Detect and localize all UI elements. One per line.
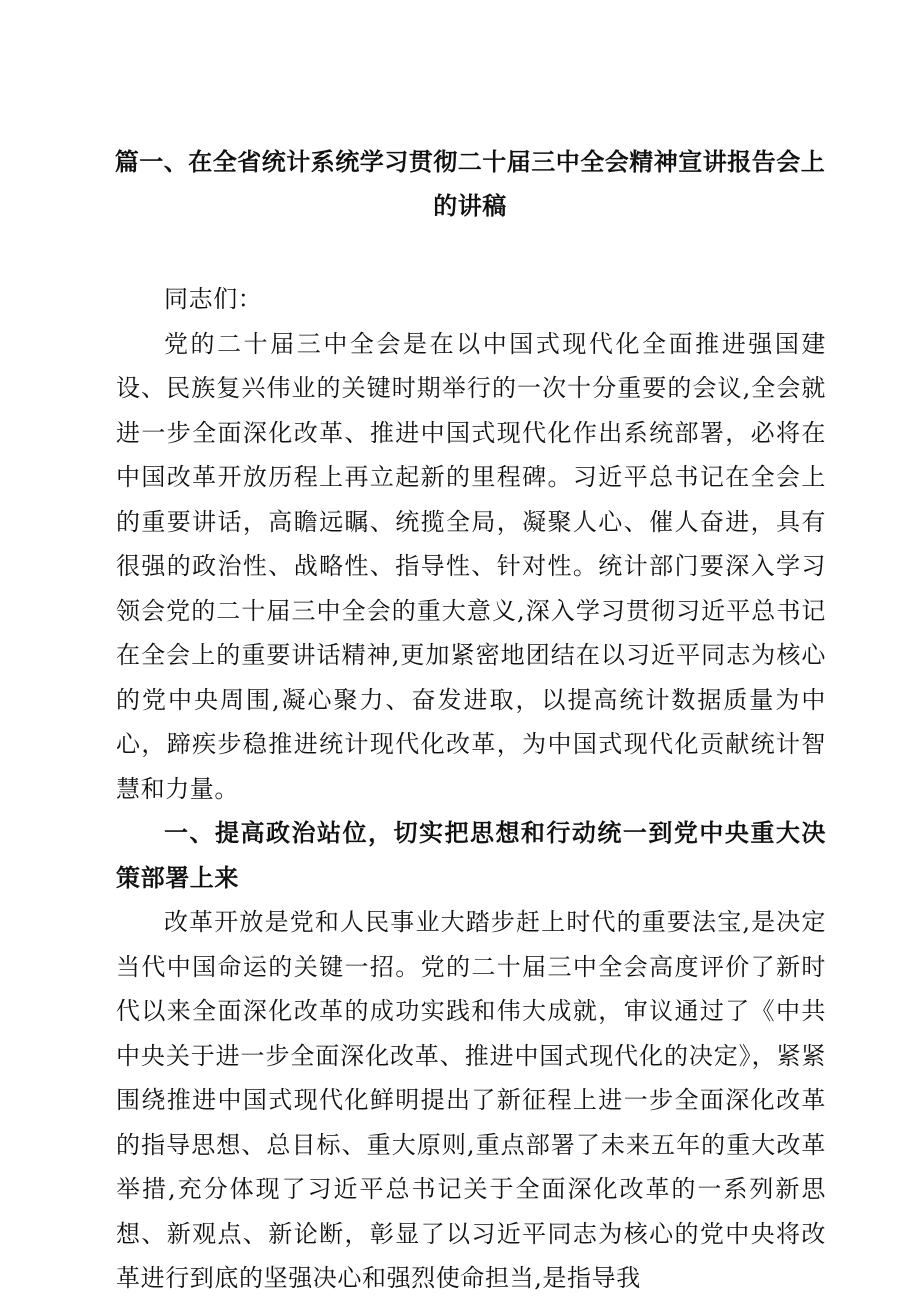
greeting-paragraph: 同志们： xyxy=(164,285,263,313)
section-heading: 一、提高政治站位，切实把思想和行动统一到党中央重大决策部署上来 xyxy=(116,818,826,892)
document-body xyxy=(116,277,826,1301)
intro-paragraph: 党的二十届三中全会是在以中国式现代化全面推进强国建设、民族复兴伟业的关键时期举行的一次十分重要的会议,全会就进一步全面深化改革、推进中国式现代化作出系统部署，必将在中国改革开放历程上再立起新的里程碑。习近平总书记在全会上的重要讲话，高瞻远瞩、统揽全局，凝聚人心、催人奋进，具有很强的政治性、战略性、指导性、针对性。统计部门要深入学习领会党的二十届三中全会的重大意义,深入学习贯彻习近平总书记在全会上的重要讲话精神,更加紧密地团结在以习近平同志为核心的党中央周围,凝心聚力、奋发进取，以提高统计数据质量为中心，蹄疾步稳推进统计现代化改革，为中国式现代化贡献统计智慧和力量。 xyxy=(116,329,826,803)
section-paragraph: 改革开放是党和人民事业大踏步赶上时代的重要法宝,是决定当代中国命运的关键一招。党的二十届三中全会高度评价了新时代以来全面深化改革的成功实践和伟大成就，审议通过了《中共中央关于进一步全面深化改革、推进中国式现代化的决定》，紧紧围绕推进中国式现代化鲜明提出了新征程上进一步全面深化改革的指导思想、总目标、重大原则,重点部署了未来五年的重大改革举措,充分体现了习近平总书记关于全面深化改革的一系列新思想、新观点、新论断，彰显了以习近平同志为核心的党中央将改革进行到底的坚强决心和强烈使命担当,是指导我 xyxy=(116,908,826,1292)
document-title: 篇一、在全省统计系统学习贯彻二十届三中全会精神宣讲报告会上的讲稿 xyxy=(114,147,826,220)
